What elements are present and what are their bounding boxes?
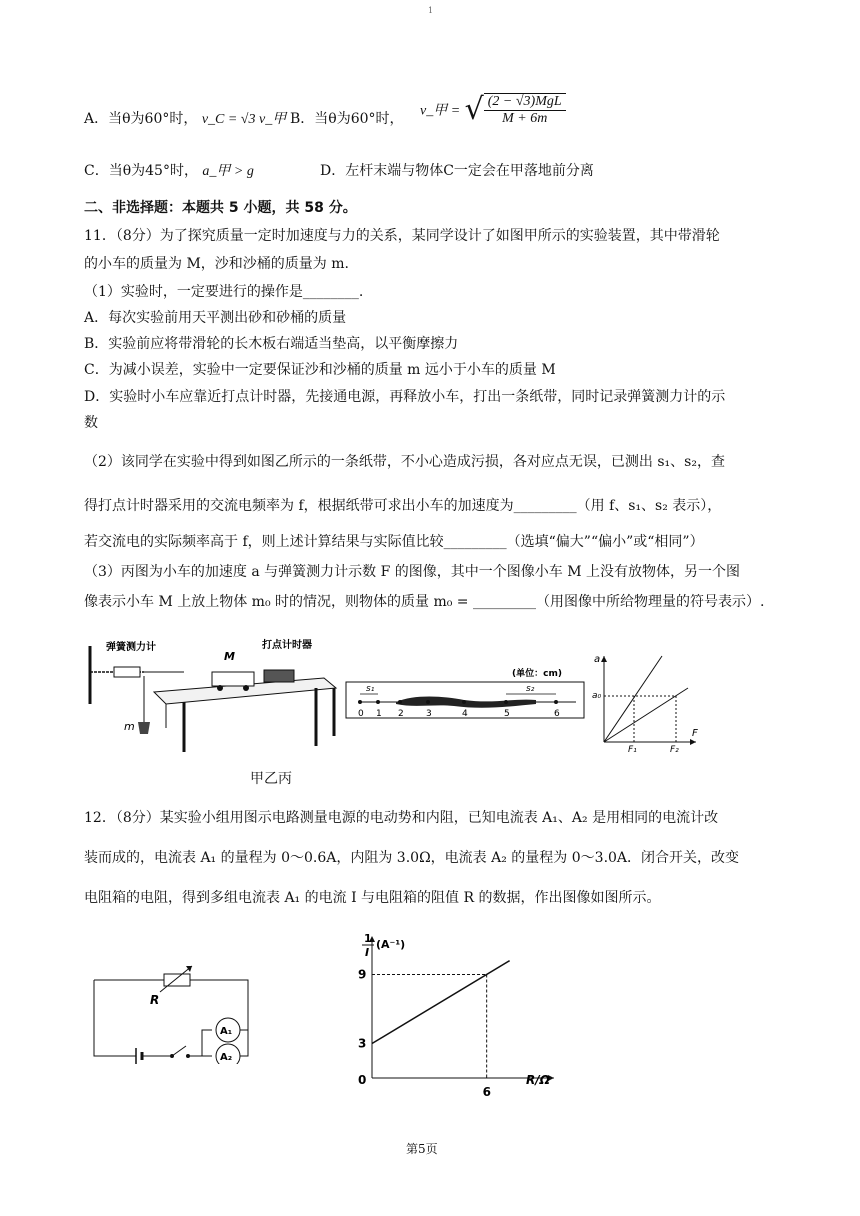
- page-number: 第5页: [406, 1142, 438, 1156]
- option-b-formula: [420, 92, 566, 127]
- figure-apparatus: [84, 632, 340, 756]
- q11-option-c: C．为减小误差，实验中一定要保证沙和沙桶的质量 m 远小于小车的质量 M: [84, 362, 556, 378]
- chart-y-num: 1: [364, 932, 372, 945]
- q11-option-d-line1: D．实验时小车应靠近打点计时器，先接通电源，再释放小车，打出一条纸带，同时记录弹簧测力计的示: [84, 389, 726, 405]
- q11-part2-line2: 得打点计时器采用的交流电频率为 f，根据纸带可求出小车的加速度为_________（用 f、s₁、s₂ 表示），: [84, 498, 722, 514]
- option-d: D．左杆末端与物体C一定会在甲落地前分离: [320, 163, 594, 179]
- section-title: 二、非选择题：本题共 5 小题，共 58 分。: [84, 200, 357, 216]
- chart-origin: 0: [358, 1073, 367, 1087]
- label-F1: F₁: [628, 745, 637, 754]
- figure-paper-tape: [344, 660, 588, 722]
- option-b-numerator: (2 − √3)MgL: [484, 94, 566, 111]
- option-a: [84, 108, 286, 128]
- tape-label-6: 6: [554, 709, 560, 719]
- option-b-denominator: M + 6m: [502, 110, 548, 126]
- label-A1: A₁: [220, 1026, 233, 1037]
- q11-stem-line1: 11．（8分）为了探究质量一定时加速度与力的关系，某同学设计了如图甲所示的实验装置，其中带滑轮: [84, 228, 720, 244]
- q12-line3: 电阻箱的电阻，得到多组电流表 A₁ 的电流 I 与电阻箱的阻值 R 的数据，作出图像如图所示。: [84, 890, 661, 906]
- option-b-lhs: v_甲 =: [420, 103, 461, 119]
- label-F2: F₂: [670, 745, 679, 754]
- chart-y-den: I: [365, 946, 370, 959]
- option-c-math: a_甲 > g: [202, 164, 254, 179]
- option-a-math: v_C = √3 v_甲: [201, 112, 287, 127]
- q11-part2-line1: （2）该同学在实验中得到如图乙所示的一条纸带，不小心造成污损，各对应点无误，已测出 s₁、s₂，查: [84, 454, 725, 470]
- label-s1: s₁: [366, 684, 375, 694]
- tape-label-5: 5: [504, 709, 510, 719]
- line-without-mass: [604, 656, 662, 742]
- q11-part3-line1: （3）丙图为小车的加速度 a 与弹簧测力计示数 F 的图像，其中一个图像小车 M 上没有放物体，另一个图: [84, 564, 741, 580]
- q11-part1: （1）实验时，一定要进行的操作是________.: [84, 284, 364, 300]
- chart-x-label: R/Ω: [526, 1073, 550, 1087]
- label-F: F: [692, 728, 698, 739]
- label-bucket-mass: m: [124, 720, 135, 733]
- label-cart-mass: M: [224, 650, 235, 663]
- label-a: a: [594, 654, 601, 665]
- label-timer: 打点计时器: [262, 640, 312, 651]
- option-c: [84, 160, 254, 180]
- tape-label-4: 4: [462, 709, 468, 719]
- option-b-text: B．当θ为60°时，: [290, 111, 404, 127]
- q11-stem-line2: 的小车的质量为 M，沙和沙桶的质量为 m.: [84, 256, 349, 272]
- option-b: [290, 108, 404, 128]
- label-R: R: [150, 993, 160, 1007]
- sqrt-sign: √: [464, 92, 484, 127]
- figure-circuit: [88, 944, 258, 1064]
- page-header-mark: 1: [428, 6, 434, 15]
- label-spring-scale: 弹簧测力计: [106, 642, 156, 653]
- q11-option-d-line2: 数: [84, 415, 98, 431]
- chart-y-unit: (A⁻¹): [376, 938, 406, 951]
- figure-caption: 甲乙丙: [250, 771, 292, 787]
- option-b-fraction: [484, 93, 566, 127]
- tape-label-0: 0: [358, 709, 364, 719]
- q12-line2: 装而成的，电流表 A₁ 的量程为 0～0.6A，内阻为 3.0Ω，电流表 A₂ 的量程为 0～3.0A．闭合开关，改变: [84, 850, 740, 866]
- figure-a-F-graph: [592, 650, 702, 754]
- q11-part2-line3: 若交流电的实际频率高于 f，则上述计算结果与实际值比较_________（选填“偏大”“偏小”或“相同”）: [84, 534, 704, 550]
- q11-option-b: B．实验前应将带滑轮的长木板右端适当垫高，以平衡摩擦力: [84, 336, 459, 352]
- q12-line1: 12．（8分）某实验小组用图示电路测量电源的电动势和内阻，已知电流表 A₁、A₂ 是用相同的电流计改: [84, 810, 719, 826]
- label-a0: a₀: [592, 691, 602, 701]
- label-unit: (单位：cm): [512, 669, 562, 679]
- tape-label-3: 3: [426, 709, 432, 719]
- chart-tick-y-3: 3: [358, 1036, 367, 1051]
- label-A2: A₂: [220, 1052, 233, 1063]
- chart-inverse-current-vs-R: [344, 928, 564, 1106]
- tape-label-1: 1: [376, 709, 382, 719]
- tape-label-2: 2: [398, 709, 404, 719]
- label-s2: s₂: [526, 684, 535, 694]
- q11-part3-line2: 像表示小车 M 上放上物体 m₀ 时的情况，则物体的质量 m₀ = _________（用图像中所给物理量的符号表示）.: [84, 594, 765, 610]
- q11-option-a: A．每次实验前用天平测出砂和砂桶的质量: [84, 310, 347, 326]
- chart-data-line: [372, 961, 510, 1044]
- chart-tick-y-9: 9: [358, 967, 367, 982]
- option-c-text: C．当θ为45°时，: [84, 163, 198, 179]
- chart-tick-x-6: 6: [482, 1085, 492, 1099]
- option-a-text: A．当θ为60°时，: [84, 111, 198, 127]
